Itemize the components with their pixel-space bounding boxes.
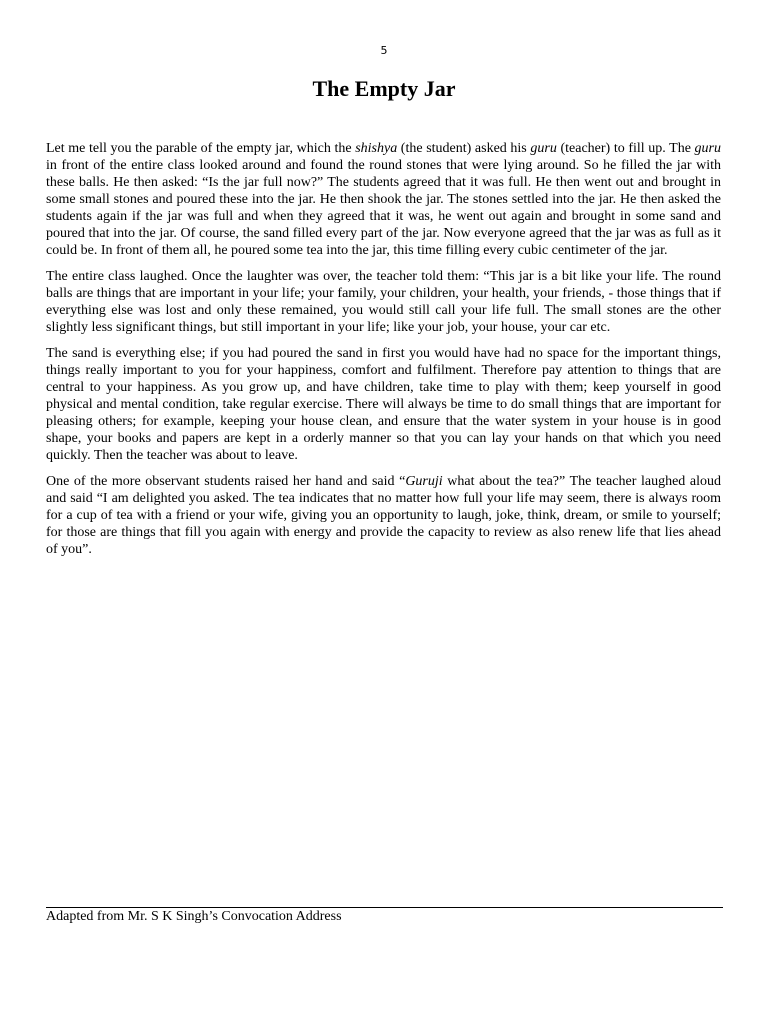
- text-run: what about the tea?” The teacher laughed aloud and said “I am delighted you asked. The tea indicates that no matter how full your life may seem, there is always room for a cup of tea with a friend or your wife, giving you an opportunity to laugh, joke, think, dream, or smile to yourself; for those are things that fill you again with energy and provide the capacity to review as also renew life that lies ahead of you”.: [46, 474, 721, 557]
- italic-term: Guruji: [405, 474, 443, 489]
- page-title: The Empty Jar: [312, 76, 456, 101]
- paragraph: [46, 268, 721, 336]
- paragraph: [46, 345, 721, 464]
- italic-term: shishya: [355, 141, 398, 156]
- text-run: The entire class laughed. Once the laughter was over, the teacher told them: “This jar is a bit like your life. The round balls are things that are important in your life; your family, your children, your health, your friends, - those things that if everything else was lost and only these remained, you would still call your life full. The small stones are the other slightly less significant things, but still important in your life; like your job, your house, your car etc.: [46, 269, 721, 335]
- text-run: Let me tell you the parable of the empty jar, which the: [46, 141, 356, 156]
- article-body: [46, 140, 721, 567]
- paragraph: [46, 473, 721, 558]
- italic-term: guru: [694, 141, 721, 156]
- italic-term: guru: [530, 141, 557, 156]
- text-run: The sand is everything else; if you had poured the sand in first you would have had no space for the important things, things really important to you for your happiness, comfort and fulfilment. Therefore pay attention to things that are central to your happiness. As you grow up, and have children, take time to play with them; keep yourself in good physical and mental condition, take regular exercise. There will always be time to do small things that are important for pleasing others; for example, keeping your house clean, and ensure that the water system in your house is in good shape, your books and papers are kept in a orderly manner so that you can lay your hands on that which you need quickly. Then the teacher was about to leave.: [46, 346, 721, 463]
- page-number: 5: [380, 44, 388, 57]
- footer-divider: [46, 907, 723, 908]
- paragraph: [46, 140, 721, 259]
- text-run: (the student) asked his: [397, 141, 531, 156]
- text-run: in front of the entire class looked around and found the round stones that were lying around. So he filled the jar with these balls. He then asked: “Is the jar full now?” The students agreed that it was full. He then went out and brought in some small stones and poured these into the jar. He then shook the jar. The stones settled into the jar. He then asked the students again if the jar was full and when they agreed that it was, he went out again and brought in some sand and poured that into the jar. Of course, the sand filled every part of the jar. Now everyone agreed that the jar was as full as it could be. In front of them all, he poured some tea into the jar, this time filling every cubic centimeter of the jar.: [46, 158, 721, 258]
- text-run: One of the more observant students raised her hand and said “: [46, 474, 406, 489]
- text-run: (teacher) to fill up. The: [556, 141, 695, 156]
- footer-note: Adapted from Mr. S K Singh’s Convocation Address: [46, 909, 342, 924]
